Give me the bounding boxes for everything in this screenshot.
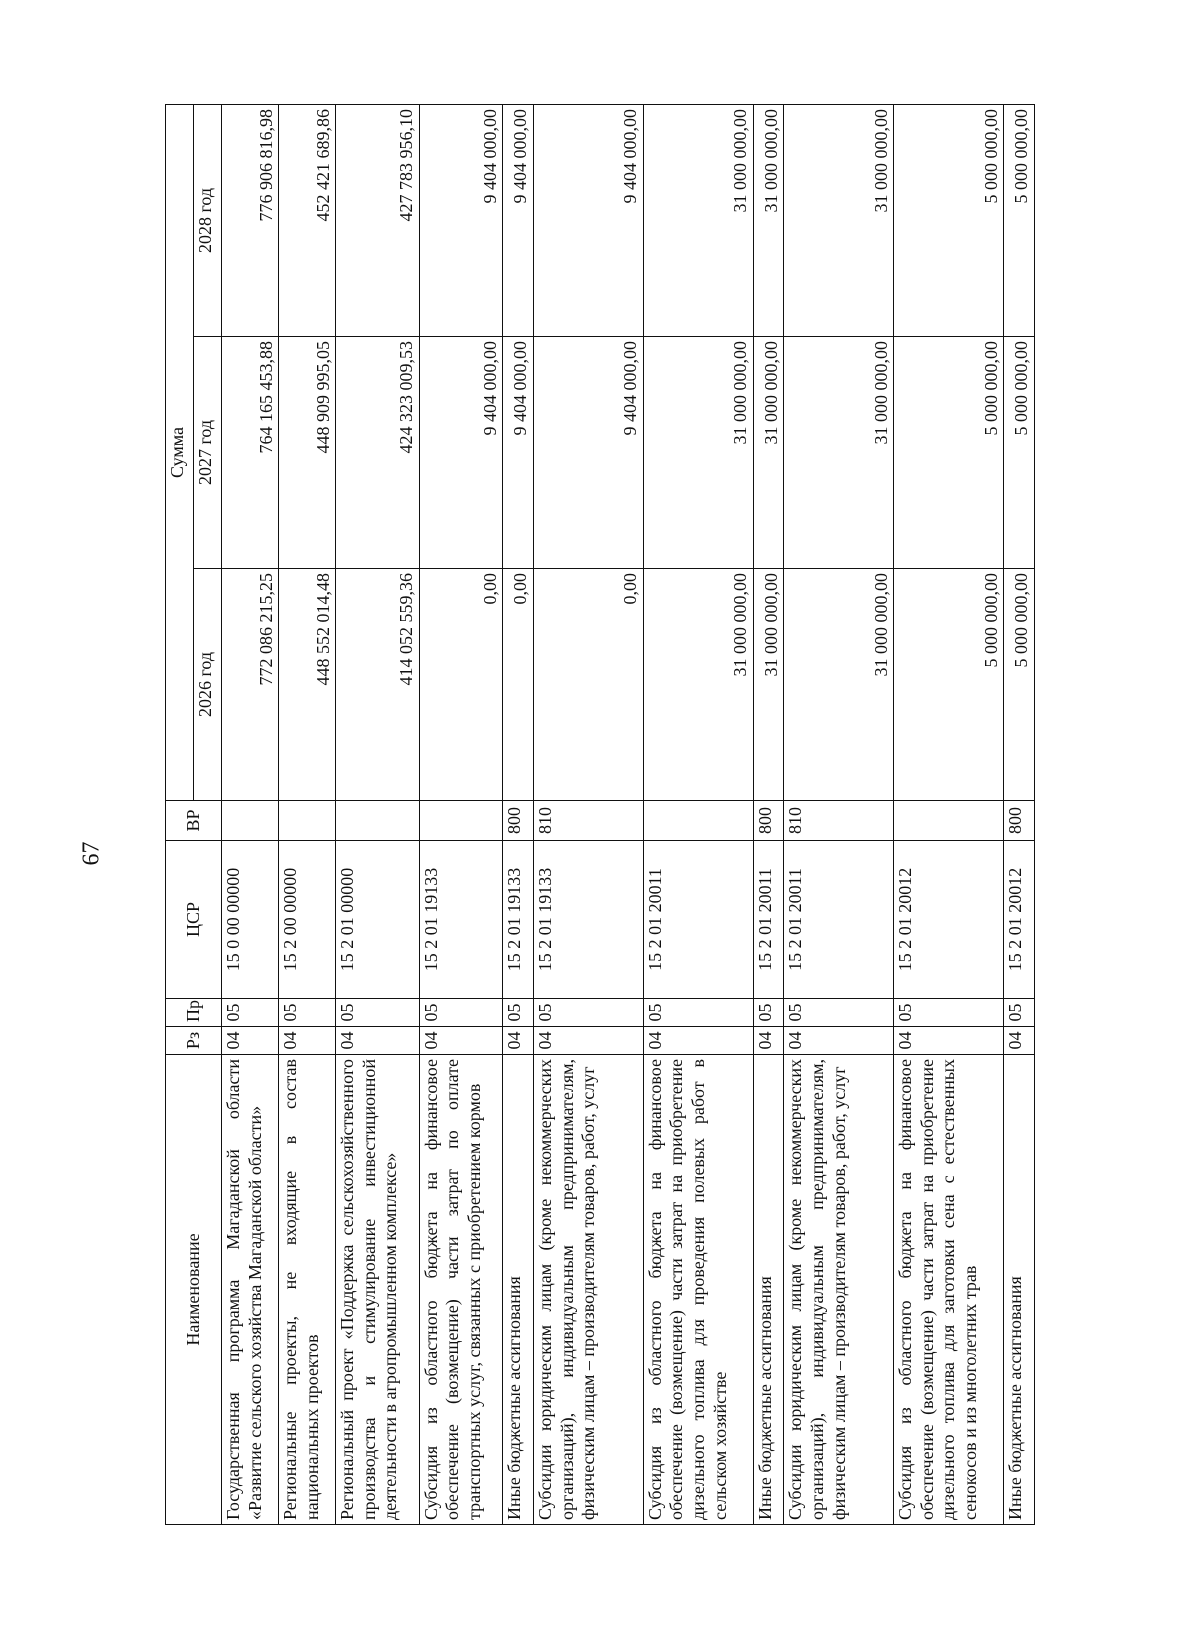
row-vr: 810: [784, 801, 894, 841]
row-rz: 04: [222, 1027, 279, 1055]
row-2026: 448 552 014,48: [279, 569, 336, 801]
row-pr: 05: [533, 999, 643, 1027]
table-row: [336, 104, 419, 1524]
row-csr: 15 2 01 19133: [533, 841, 643, 999]
row-name: Субсидия из областного бюджета на финансовое обеспечение (возмещение) части затрат по оплате транспортных услуг, связанных с приобретением кормов: [419, 1055, 502, 1525]
row-rz: 04: [1004, 1027, 1035, 1055]
row-pr: 05: [894, 999, 1004, 1027]
header-sum: Сумма: [166, 104, 194, 800]
row-2026: 31 000 000,00: [753, 569, 784, 801]
row-2027: 9 404 000,00: [503, 337, 534, 569]
row-name: Иные бюджетные ассигнования: [753, 1055, 784, 1525]
row-2028: 31 000 000,00: [753, 104, 784, 336]
row-pr: 05: [503, 999, 534, 1027]
row-vr: [336, 801, 419, 841]
row-2028: 9 404 000,00: [503, 104, 534, 336]
row-name: Субсидия из областного бюджета на финансовое обеспечение (возмещение) части затрат на приобретение дизельного топлива для заготовки сена с естественных сенокосов и из многолетних трав: [894, 1055, 1004, 1525]
row-csr: 15 2 01 19133: [503, 841, 534, 999]
row-2027: 9 404 000,00: [419, 337, 502, 569]
row-2027: 31 000 000,00: [643, 337, 753, 569]
row-rz: 04: [753, 1027, 784, 1055]
row-vr: [643, 801, 753, 841]
table-row: [279, 104, 336, 1524]
row-2026: 414 052 559,36: [336, 569, 419, 801]
row-pr: 05: [753, 999, 784, 1027]
row-pr: 05: [336, 999, 419, 1027]
row-pr: 05: [784, 999, 894, 1027]
row-vr: 800: [503, 801, 534, 841]
row-2028: 452 421 689,86: [279, 104, 336, 336]
row-rz: 04: [336, 1027, 419, 1055]
table-row: [533, 104, 643, 1524]
row-2028: 776 906 816,98: [222, 104, 279, 336]
row-name: Региональный проект «Поддержка сельскохозяйственного производства и стимулирование инвестиционной деятельности в агропромышленном комплексе»: [336, 1055, 419, 1525]
rotated-page-content: [165, 105, 1035, 1525]
table-row: [894, 104, 1004, 1524]
table-row: [643, 104, 753, 1524]
table-row: [503, 104, 534, 1524]
row-rz: 04: [894, 1027, 1004, 1055]
table-row: [222, 104, 279, 1524]
row-2026: 0,00: [503, 569, 534, 801]
row-rz: 04: [533, 1027, 643, 1055]
row-2026: 31 000 000,00: [784, 569, 894, 801]
table-row: [753, 104, 784, 1524]
table-row: [784, 104, 894, 1524]
row-name: Региональные проекты, не входящие в состав национальных проектов: [279, 1055, 336, 1525]
row-pr: 05: [643, 999, 753, 1027]
header-csr: ЦСР: [166, 841, 222, 999]
row-2027: 764 165 453,88: [222, 337, 279, 569]
row-rz: 04: [503, 1027, 534, 1055]
row-2026: 0,00: [419, 569, 502, 801]
row-vr: [894, 801, 1004, 841]
row-2026: 31 000 000,00: [643, 569, 753, 801]
row-csr: 15 2 01 20011: [753, 841, 784, 999]
row-2026: 772 086 215,25: [222, 569, 279, 801]
header-2028: 2028 год: [194, 104, 222, 336]
header-pr: Пр: [166, 999, 222, 1027]
table-row: [419, 104, 502, 1524]
row-rz: 04: [643, 1027, 753, 1055]
row-2027: 31 000 000,00: [784, 337, 894, 569]
row-2028: 31 000 000,00: [643, 104, 753, 336]
row-2028: 31 000 000,00: [784, 104, 894, 336]
row-csr: 15 2 01 20011: [784, 841, 894, 999]
row-2027: 424 323 009,53: [336, 337, 419, 569]
row-2027: 9 404 000,00: [533, 337, 643, 569]
row-name: Государственная программа Магаданской области «Развитие сельского хозяйства Магаданской области»: [222, 1055, 279, 1525]
budget-table: [165, 104, 1035, 1525]
row-2026: 5 000 000,00: [1004, 569, 1035, 801]
row-vr: [222, 801, 279, 841]
header-vr: ВР: [166, 801, 222, 841]
row-2028: 9 404 000,00: [419, 104, 502, 336]
row-csr: 15 2 01 20012: [894, 841, 1004, 999]
row-pr: 05: [222, 999, 279, 1027]
header-name: Наименование: [166, 1055, 222, 1525]
row-name: Иные бюджетные ассигнования: [503, 1055, 534, 1525]
row-csr: 15 2 01 20012: [1004, 841, 1035, 999]
header-rz: Рз: [166, 1027, 222, 1055]
row-2027: 5 000 000,00: [1004, 337, 1035, 569]
row-csr: 15 0 00 00000: [222, 841, 279, 999]
row-2026: 5 000 000,00: [894, 569, 1004, 801]
header-2027: 2027 год: [194, 337, 222, 569]
row-pr: 05: [279, 999, 336, 1027]
page-number: 67: [78, 841, 105, 866]
row-2028: 5 000 000,00: [1004, 104, 1035, 336]
table-body: [222, 104, 1035, 1524]
row-2028: 427 783 956,10: [336, 104, 419, 336]
table-row: [1004, 104, 1035, 1524]
row-name: Иные бюджетные ассигнования: [1004, 1055, 1035, 1525]
row-2026: 0,00: [533, 569, 643, 801]
row-2028: 9 404 000,00: [533, 104, 643, 336]
table-header: [166, 104, 222, 1524]
row-pr: 05: [419, 999, 502, 1027]
row-pr: 05: [1004, 999, 1035, 1027]
row-rz: 04: [419, 1027, 502, 1055]
row-rz: 04: [279, 1027, 336, 1055]
row-csr: 15 2 01 19133: [419, 841, 502, 999]
row-vr: [279, 801, 336, 841]
row-rz: 04: [784, 1027, 894, 1055]
header-2026: 2026 год: [194, 569, 222, 801]
row-name: Субсидии юридическим лицам (кроме некоммерческих организаций), индивидуальным предпринимателям, физическим лицам – производителям товаров, работ, услуг: [533, 1055, 643, 1525]
row-vr: 800: [1004, 801, 1035, 841]
row-2027: 31 000 000,00: [753, 337, 784, 569]
row-name: Субсидии юридическим лицам (кроме некоммерческих организаций), индивидуальным предпринимателям, физическим лицам – производителям товаров, работ, услуг: [784, 1055, 894, 1525]
row-csr: 15 2 01 20011: [643, 841, 753, 999]
row-2027: 5 000 000,00: [894, 337, 1004, 569]
row-name: Субсидия из областного бюджета на финансовое обеспечение (возмещение) части затрат на приобретение дизельного топлива для проведения полевых работ в сельском хозяйстве: [643, 1055, 753, 1525]
row-2027: 448 909 995,05: [279, 337, 336, 569]
row-vr: 800: [753, 801, 784, 841]
row-vr: 810: [533, 801, 643, 841]
row-vr: [419, 801, 502, 841]
row-csr: 15 2 01 00000: [336, 841, 419, 999]
row-csr: 15 2 00 00000: [279, 841, 336, 999]
row-2028: 5 000 000,00: [894, 104, 1004, 336]
